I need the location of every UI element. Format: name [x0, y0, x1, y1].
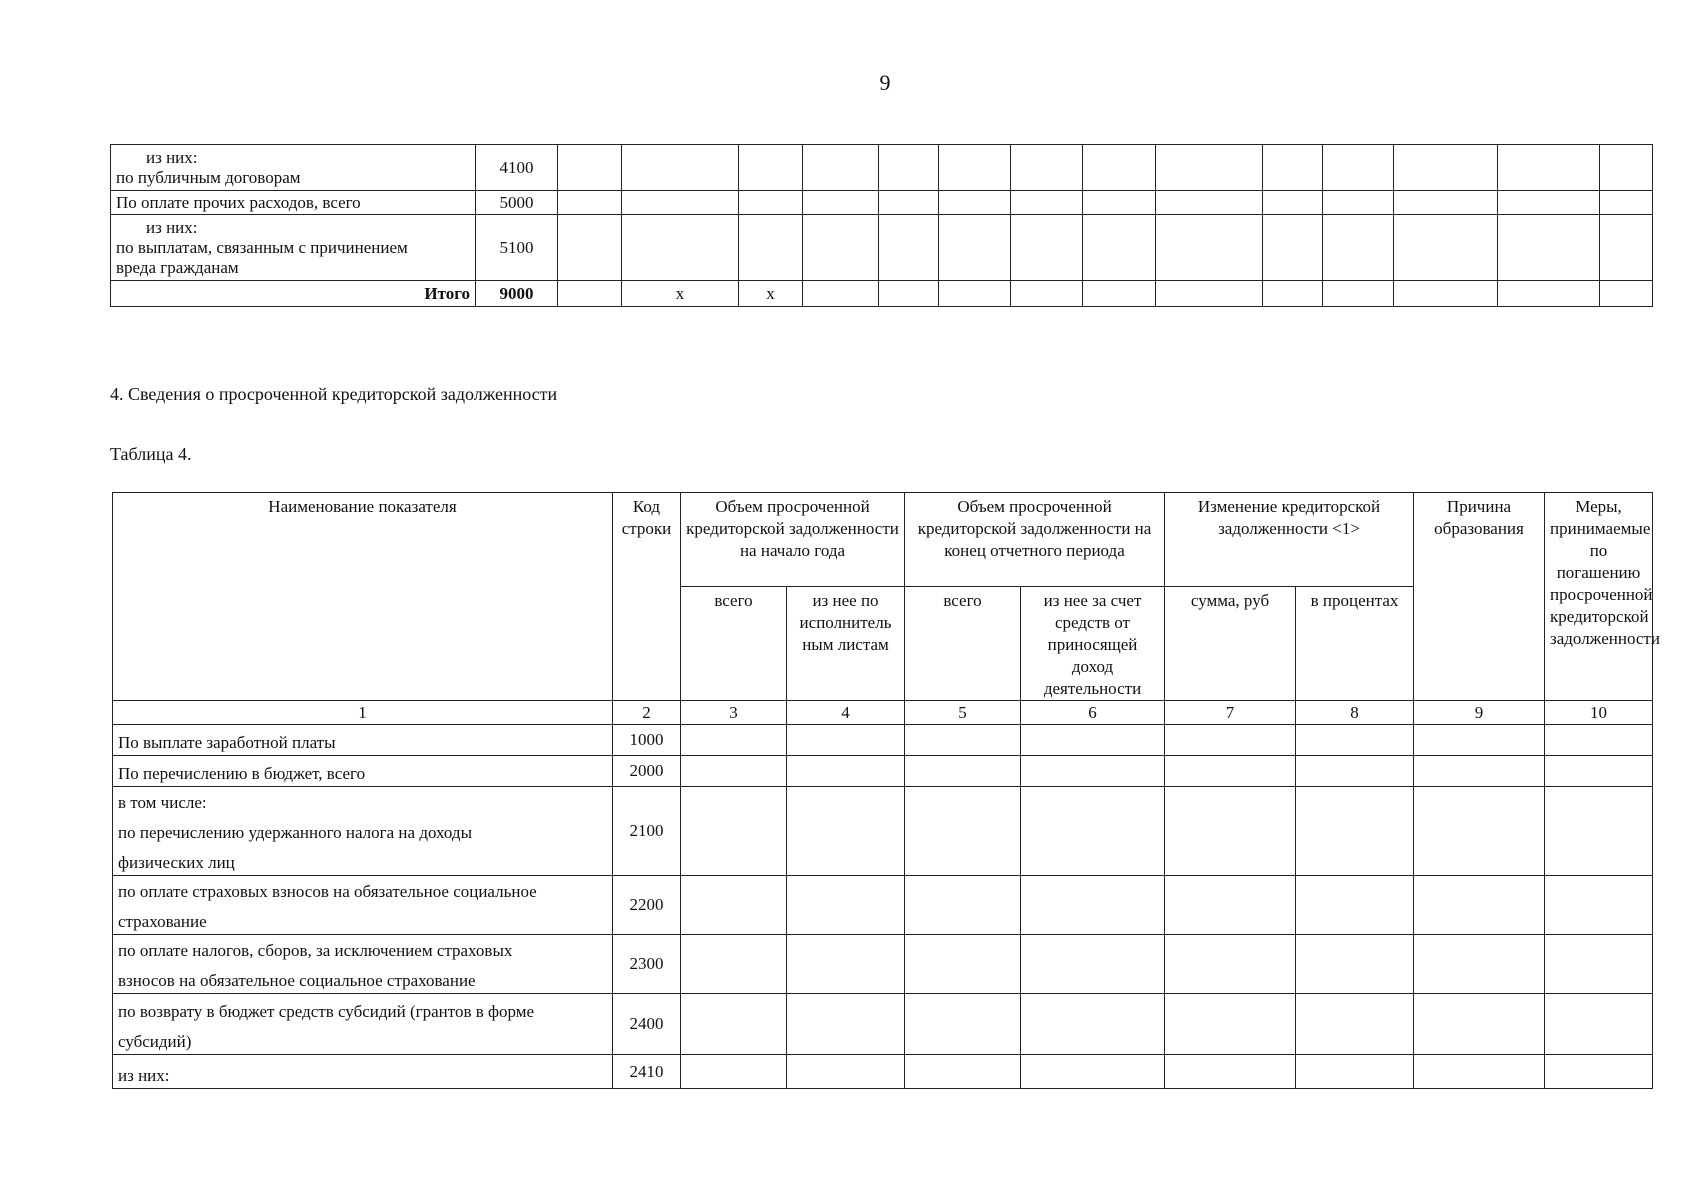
total-label: Итого	[111, 281, 476, 307]
table-cell	[1083, 145, 1156, 191]
column-number: 3	[681, 701, 787, 725]
table-cell	[1545, 1055, 1653, 1089]
table-cell	[939, 215, 1011, 281]
total-cell	[1394, 281, 1498, 307]
header-end-volume: Объем просроченной кредиторской задолженности на конец отчетного периода	[905, 493, 1165, 587]
table-cell	[1323, 215, 1394, 281]
table-cell	[1600, 191, 1653, 215]
table-cell	[1545, 935, 1653, 994]
total-cell	[803, 281, 879, 307]
header-begin-volume: Объем просроченной кредиторской задолженности на начало года	[681, 493, 905, 587]
table-cell	[905, 725, 1021, 756]
total-cell	[1323, 281, 1394, 307]
table-cell	[1165, 756, 1296, 787]
table-cell	[1021, 725, 1165, 756]
table-row	[113, 994, 1653, 1055]
row-name	[113, 1055, 613, 1089]
table-cell	[1011, 215, 1083, 281]
header-measures: Меры, принимаемые по погашению просроченной кредиторской задолженности	[1545, 493, 1653, 701]
row-name-line: физических лиц	[118, 853, 235, 872]
table-cell	[1263, 215, 1323, 281]
row-name-line: По оплате прочих расходов, всего	[116, 192, 361, 212]
header-end-total: всего	[905, 587, 1021, 701]
table-cell	[1600, 215, 1653, 281]
table-cell	[1323, 145, 1394, 191]
total-cell	[1156, 281, 1263, 307]
table-cell	[681, 876, 787, 935]
table-cell	[879, 215, 939, 281]
total-cell	[1498, 281, 1600, 307]
table-cell	[1414, 994, 1545, 1055]
table-cell	[939, 145, 1011, 191]
row-code: 2400	[613, 994, 681, 1055]
table-row	[111, 215, 1653, 281]
table-cell	[1545, 876, 1653, 935]
header-sum-rub: сумма, руб	[1165, 587, 1296, 701]
row-name-line: по публичным договорам	[116, 167, 301, 187]
total-code: 9000	[476, 281, 558, 307]
column-number: 6	[1021, 701, 1165, 725]
table-cell	[787, 756, 905, 787]
table-cell	[1165, 876, 1296, 935]
section-title: 4. Сведения о просроченной кредиторской задолженности	[110, 384, 558, 404]
column-number: 9	[1414, 701, 1545, 725]
row-name	[113, 876, 613, 935]
row-name-line: в том числе:	[118, 793, 207, 812]
total-cell: x	[739, 281, 803, 307]
table-cell	[787, 1055, 905, 1089]
table-caption: Таблица 4.	[110, 444, 192, 464]
row-code: 2200	[613, 876, 681, 935]
table-cell	[1545, 725, 1653, 756]
table-row	[113, 876, 1653, 935]
row-name-line: по оплате налогов, сборов, за исключением страховых	[118, 941, 513, 960]
table-cell	[1498, 145, 1600, 191]
table-row	[111, 191, 1653, 215]
table-cell	[905, 1055, 1021, 1089]
table-cell	[1165, 1055, 1296, 1089]
table-cell	[1414, 787, 1545, 876]
table-cell	[787, 935, 905, 994]
row-code: 2100	[613, 787, 681, 876]
table-cell	[1394, 215, 1498, 281]
table-cell	[1414, 1055, 1545, 1089]
header-exec-sheets: из нее по исполнитель ным листам	[787, 587, 905, 701]
table-cell	[1394, 145, 1498, 191]
table-cell	[1296, 756, 1414, 787]
row-code: 4100	[476, 145, 558, 191]
table-cell	[1545, 994, 1653, 1055]
total-cell	[1263, 281, 1323, 307]
row-name-line: вреда гражданам	[116, 257, 239, 277]
table-cell	[1323, 191, 1394, 215]
table-cell	[1021, 787, 1165, 876]
total-cell	[558, 281, 622, 307]
table-cell	[739, 191, 803, 215]
table-cell	[1498, 191, 1600, 215]
table-cell	[1156, 191, 1263, 215]
row-code: 1000	[613, 725, 681, 756]
table-cell	[1156, 215, 1263, 281]
row-code: 2300	[613, 935, 681, 994]
table-cell	[681, 935, 787, 994]
table-cell	[905, 876, 1021, 935]
table-cell	[939, 191, 1011, 215]
table-cell	[1414, 725, 1545, 756]
table-cell	[558, 145, 622, 191]
table-cell	[1011, 191, 1083, 215]
total-cell	[1083, 281, 1156, 307]
table-cell	[558, 215, 622, 281]
row-name	[113, 935, 613, 994]
table-cell	[1296, 725, 1414, 756]
table-cell	[879, 191, 939, 215]
column-number: 7	[1165, 701, 1296, 725]
header-begin-total: всего	[681, 587, 787, 701]
row-code: 5100	[476, 215, 558, 281]
table-cell	[739, 215, 803, 281]
table-cell	[1498, 215, 1600, 281]
table-cell	[1296, 1055, 1414, 1089]
table-cell	[1296, 935, 1414, 994]
table-cell	[1156, 145, 1263, 191]
row-name-line: взносов на обязательное социальное страхование	[118, 971, 476, 990]
table-cell	[1011, 145, 1083, 191]
total-cell	[879, 281, 939, 307]
column-number: 8	[1296, 701, 1414, 725]
row-code: 5000	[476, 191, 558, 215]
total-cell	[939, 281, 1011, 307]
row-name-line: по возврату в бюджет средств субсидий (грантов в форме	[118, 1002, 535, 1021]
table-cell	[1021, 876, 1165, 935]
row-name-line: страхование	[118, 912, 207, 931]
table-cell	[803, 215, 879, 281]
header-income-activity: из нее за счет средств от приносящей доход деятельности	[1021, 587, 1165, 701]
table-cell	[681, 994, 787, 1055]
row-name-line: субсидий)	[118, 1032, 192, 1051]
row-code: 2000	[613, 756, 681, 787]
table-cell	[1021, 935, 1165, 994]
table-cell	[1263, 191, 1323, 215]
row-name	[111, 145, 476, 191]
table-cell	[905, 756, 1021, 787]
header-change: Изменение кредиторской задолженности <1>	[1165, 493, 1414, 587]
table-cell	[1021, 756, 1165, 787]
table-cell	[1021, 1055, 1165, 1089]
row-code: 2410	[613, 1055, 681, 1089]
table-cell	[1545, 756, 1653, 787]
table-cell	[1165, 787, 1296, 876]
row-name	[113, 756, 613, 787]
table-cell	[905, 787, 1021, 876]
row-name	[111, 215, 476, 281]
table-cell	[739, 145, 803, 191]
row-name	[111, 191, 476, 215]
table-cell	[1296, 994, 1414, 1055]
column-number: 10	[1545, 701, 1653, 725]
table-cell	[681, 1055, 787, 1089]
row-name-line: из них:	[118, 1066, 170, 1085]
column-number: 1	[113, 701, 613, 725]
table-cell	[1414, 876, 1545, 935]
table-cell	[1296, 876, 1414, 935]
table-row	[111, 145, 1653, 191]
table-cell	[1414, 935, 1545, 994]
table-cell	[787, 787, 905, 876]
table-cell	[803, 191, 879, 215]
table-cell	[1263, 145, 1323, 191]
total-cell	[1600, 281, 1653, 307]
table-cell	[1545, 787, 1653, 876]
table-cell	[879, 145, 939, 191]
table-cell	[1165, 994, 1296, 1055]
table-4-overdue-payables	[112, 492, 1660, 1089]
table-row	[113, 725, 1653, 756]
table-cell	[558, 191, 622, 215]
table-cell	[1021, 994, 1165, 1055]
column-numbers-row	[113, 701, 1653, 725]
row-name-line: По выплате заработной платы	[118, 733, 336, 752]
table-cell	[1414, 756, 1545, 787]
row-name-line: По перечислению в бюджет, всего	[118, 764, 366, 783]
table-cell	[803, 145, 879, 191]
table-cell	[681, 787, 787, 876]
table-cell	[1083, 191, 1156, 215]
table-row	[113, 756, 1653, 787]
row-name-line: по перечислению удержанного налога на доходы	[118, 823, 472, 842]
table-cell	[622, 215, 739, 281]
table-cell	[905, 935, 1021, 994]
column-number: 4	[787, 701, 905, 725]
table-cell	[681, 725, 787, 756]
table-3-continuation	[110, 144, 1653, 307]
row-name	[113, 787, 613, 876]
row-name-line: по выплатам, связанным с причинением	[116, 237, 408, 257]
row-name-line: из них:	[146, 147, 198, 167]
table-cell	[1083, 215, 1156, 281]
table-row	[113, 1055, 1653, 1089]
table-cell	[787, 725, 905, 756]
column-number: 2	[613, 701, 681, 725]
table-cell	[905, 994, 1021, 1055]
row-name-line: из них:	[146, 217, 198, 237]
table-cell	[1296, 787, 1414, 876]
row-name-line: по оплате страховых взносов на обязательное социальное	[118, 882, 537, 901]
page-number: 9	[879, 70, 891, 95]
row-name	[113, 725, 613, 756]
header-reason: Причина образования	[1414, 493, 1545, 701]
column-number: 5	[905, 701, 1021, 725]
table-cell	[787, 994, 905, 1055]
header-code: Код строки	[613, 493, 681, 701]
table-cell	[1600, 145, 1653, 191]
table-cell	[681, 756, 787, 787]
total-cell: x	[622, 281, 739, 307]
header-percent: в процентах	[1296, 587, 1414, 701]
table-cell	[1394, 191, 1498, 215]
table-cell	[622, 145, 739, 191]
table-cell	[622, 191, 739, 215]
total-cell	[1011, 281, 1083, 307]
table-row	[113, 935, 1653, 994]
table-cell	[787, 876, 905, 935]
header-name: Наименование показателя	[113, 493, 613, 701]
total-row	[111, 281, 1653, 307]
table-row	[113, 787, 1653, 876]
table-cell	[1165, 725, 1296, 756]
table-cell	[1165, 935, 1296, 994]
row-name	[113, 994, 613, 1055]
